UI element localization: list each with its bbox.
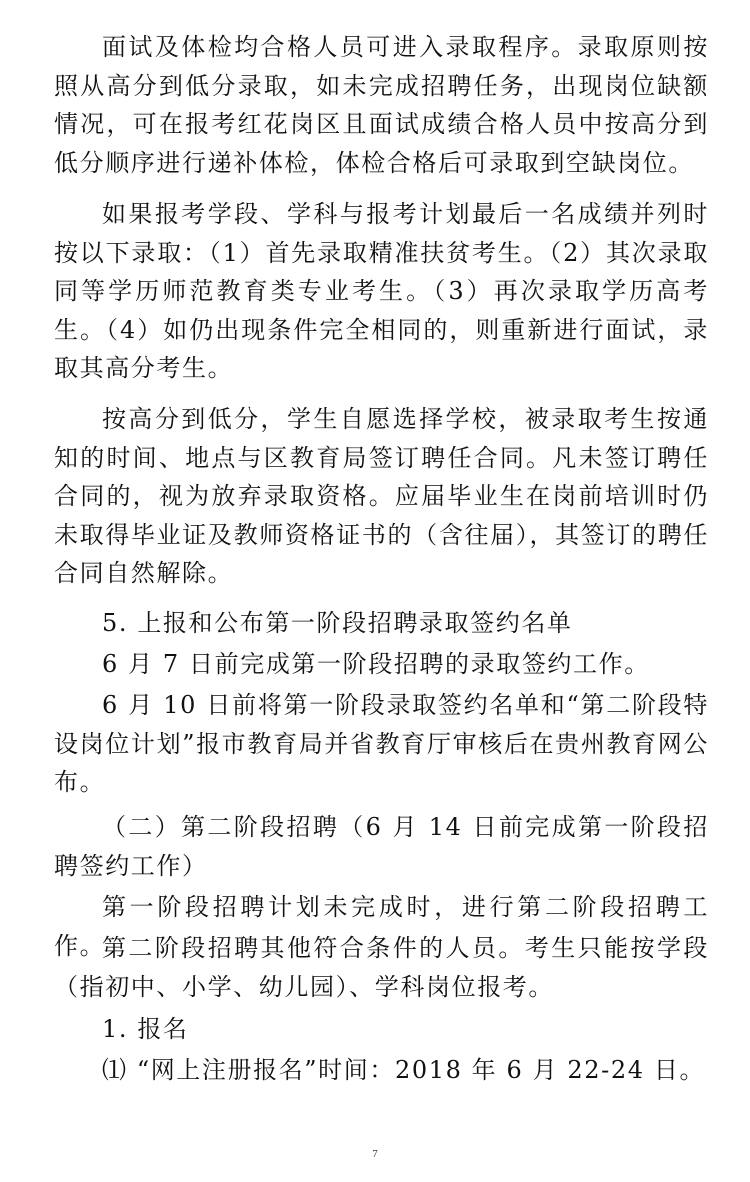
heading-section-5: 5. 上报和公布第一阶段招聘录取签约名单	[102, 609, 573, 637]
paragraph-stage-two-applicants: 第二阶段招聘其他符合条件的人员。考生只能按学段（指初中、小学、幼儿园）、学科岗位报考。	[54, 934, 709, 1001]
paragraph-online-registration: ⑴ “网上注册报名”时间：2018 年 6 月 22-24 日。	[102, 1056, 706, 1084]
paragraph-june-7: 6 月 7 日前完成第一阶段招聘的录取签约工作。	[102, 650, 650, 678]
paragraph-stage-two-condition: 第一阶段招聘计划未完成时，进行第二阶段招聘工作。	[54, 893, 709, 960]
heading-registration: 1. 报名	[102, 1015, 189, 1043]
paragraph-june-10: 6 月 10 日前将第一阶段录取签约名单和“第二阶段特设岗位计划”报市教育局并省教育厅审核后在贵州教育网公布。	[54, 691, 709, 796]
paragraph-tie-rules: 如果报考学段、学科与报考计划最后一名成绩并列时按以下录取：（1）首先录取精准扶贫考生。（2）其次录取同等学历师范教育类专业考生。（3）再次录取学历高考生。（4）如仍出现条件完全相同的，则重新进行面试，录取其高分考生。	[54, 200, 709, 382]
paragraph-school-selection: 按高分到低分，学生自愿选择学校，被录取考生按通知的时间、地点与区教育局签订聘任合同。凡未签订聘任合同的，视为放弃录取资格。应届毕业生在岗前培训时仍未取得毕业证及教师资格证书的（含往届），其签订的聘任合同自然解除。	[54, 405, 709, 587]
heading-stage-two: （二）第二阶段招聘（6 月 14 日前完成第一阶段招聘签约工作）	[54, 813, 709, 880]
paragraph-admission-principle: 面试及体检均合格人员可进入录取程序。录取原则按照从高分到低分录取，如未完成招聘任务，出现岗位缺额情况，可在报考红花岗区且面试成绩合格人员中按高分到低分顺序进行递补体检，体检合格后可录取到空缺岗位。	[54, 33, 709, 177]
page-number: 7	[372, 1148, 378, 1160]
